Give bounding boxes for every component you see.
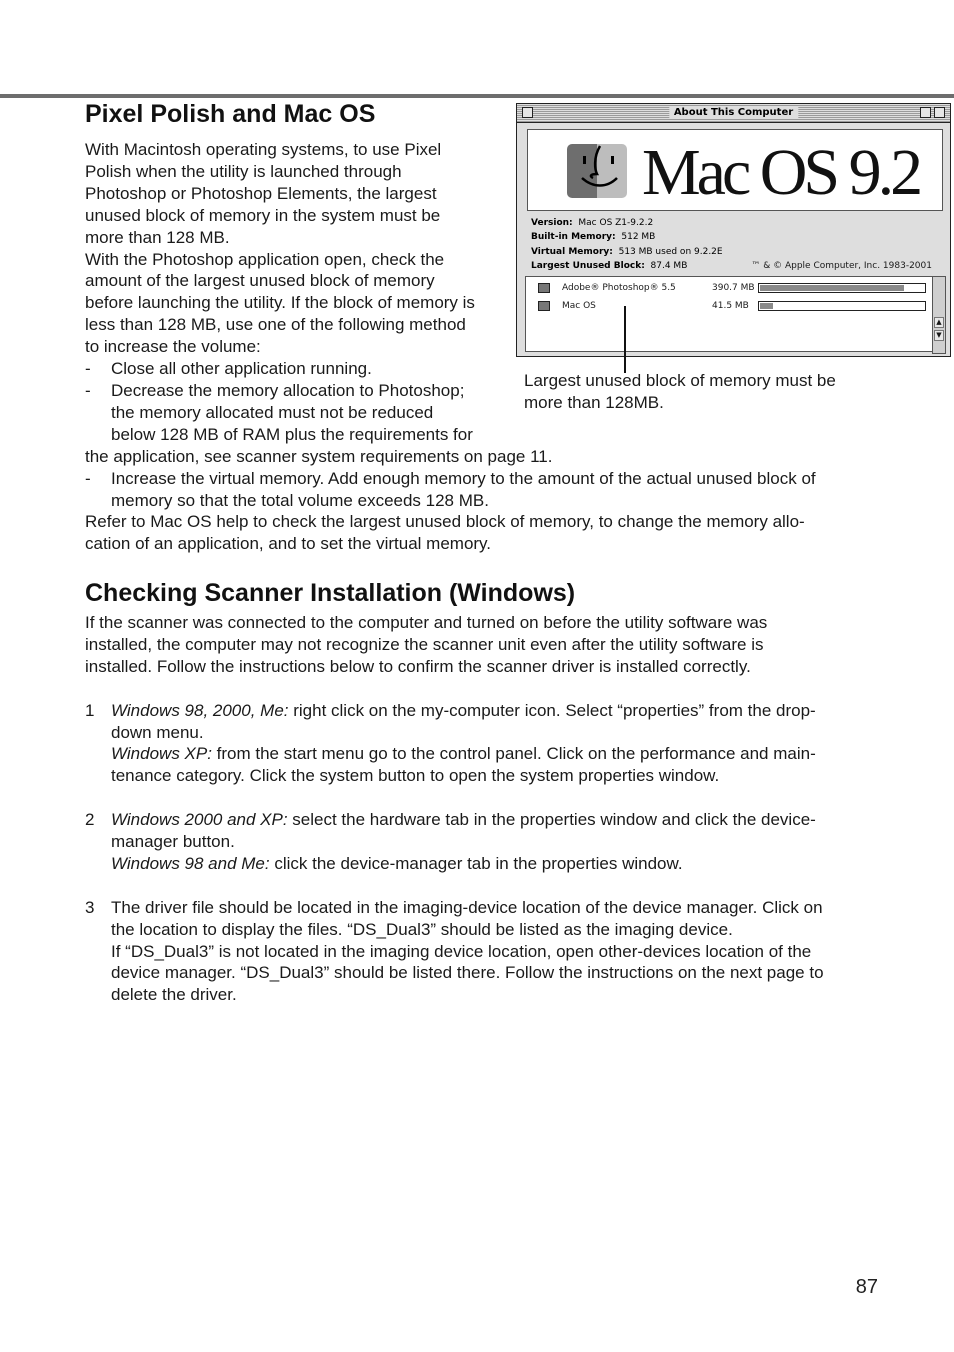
step-text: delete the driver. — [111, 985, 237, 1005]
step-text: click the device-manager tab in the properties window. — [269, 853, 683, 873]
caption-line: more than 128MB. — [524, 393, 664, 412]
step-2 — [85, 809, 885, 875]
app-size: 41.5 MB — [712, 301, 749, 311]
vertical-scrollbar[interactable] — [932, 276, 946, 354]
step-text: tenance category. Click the system button to open the system properties window. — [111, 766, 720, 786]
bullet-line: memory so that the total volume exceeds 128 MB. — [111, 490, 489, 510]
builtin-memory-row: Built-in Memory: 512 MB — [531, 232, 656, 242]
os-label: Windows 2000 and XP: — [111, 810, 288, 830]
about-this-computer-window — [516, 103, 951, 357]
step-text: manager button. — [111, 832, 235, 852]
step-text: If “DS_Dual3” is not located in the imaging device location, open other-devices location of the — [111, 941, 812, 961]
windows-intro-line: installed. Follow the instructions below to confirm the scanner driver is installed correctly. — [85, 656, 751, 676]
windows-intro-line: installed, the computer may not recognize the scanner unit even after the utility software is — [85, 634, 764, 654]
mac-intro-line: With the Photoshop application open, check the — [85, 249, 445, 269]
os-label: Windows XP: — [111, 744, 212, 764]
bullet-line: the memory allocated must not be reduced — [111, 402, 434, 422]
collapse-box-icon — [934, 107, 945, 118]
step-1 — [85, 700, 885, 788]
mac-intro-line: With Macintosh operating systems, to use Pixel — [85, 140, 442, 159]
scroll-down-arrow-icon[interactable]: ▼ — [934, 330, 944, 341]
apple-copyright: ™ & © Apple Computer, Inc. 1983-2001 — [751, 261, 932, 271]
virtual-memory-row: Virtual Memory: 513 MB used on 9.2.2E — [531, 247, 723, 257]
app-row-photoshop[interactable] — [526, 280, 933, 296]
step-number: 1 — [85, 700, 95, 720]
macos-banner — [527, 129, 943, 211]
bullet-line: Increase the virtual memory. Add enough memory to the amount of the actual unused block of — [111, 468, 816, 488]
app-memory-bar — [758, 283, 926, 293]
macos-version-logo: Mac OS 9.2 — [642, 136, 920, 209]
app-row-macos[interactable] — [526, 298, 933, 314]
largest-block-row: Largest Unused Block: 87.4 MB — [531, 261, 688, 271]
bullet-line: Decrease the memory allocation to Photoshop; — [111, 380, 465, 400]
app-memory-list — [525, 276, 934, 352]
step-number: 2 — [85, 810, 95, 830]
app-name: Adobe® Photoshop® 5.5 — [562, 283, 676, 293]
mac-outro-line: Refer to Mac OS help to check the largest unused block of memory, to change the memory allo- — [85, 512, 805, 532]
os-label: Windows 98 and Me: — [111, 853, 270, 873]
top-rule — [0, 94, 954, 98]
callout-pointer-line — [624, 306, 626, 373]
step-text: the location to display the files. “DS_Dual3” should be listed as the imaging device. — [111, 919, 733, 939]
os-label: Windows 98, 2000, Me: — [111, 700, 289, 720]
mac-intro-line: before launching the utility. If the block of memory is — [85, 293, 475, 313]
caption-line: Largest unused block of memory must be — [524, 371, 836, 390]
page-number: 87 — [855, 1276, 878, 1298]
spacer — [85, 678, 885, 700]
step-3 — [85, 897, 885, 1007]
mac-intro-line: Photoshop or Photoshop Elements, the largest — [85, 183, 437, 203]
bullet-continuation: the application, see scanner system requirements on page 11. — [85, 446, 553, 466]
mac-intro-line: unused block of memory in the system must be — [85, 205, 441, 225]
version-row: Version: Mac OS Z1-9.2.2 — [531, 218, 654, 228]
app-size: 390.7 MB — [712, 283, 755, 293]
close-box-icon — [522, 107, 533, 118]
section-heading-mac: Pixel Polish and Mac OS — [85, 100, 376, 128]
bullet-dash: - — [85, 359, 91, 379]
bullet-virtual-memory — [85, 468, 885, 512]
mac-outro-line: cation of an application, and to set the virtual memory. — [85, 534, 492, 554]
step-text: down menu. — [111, 722, 204, 742]
photoshop-app-icon — [538, 283, 550, 293]
window-title: About This Computer — [669, 107, 798, 119]
screenshot-caption — [524, 370, 836, 414]
bullet-line: below 128 MB of RAM plus the requirements for — [111, 424, 473, 444]
step-text: select the hardware tab in the properties window and click the device- — [287, 810, 816, 830]
bullet-dash: - — [85, 380, 91, 400]
mac-finder-face-icon — [567, 144, 627, 198]
step-text: The driver file should be located in the imaging-device location of the device manager. Click on — [111, 897, 823, 917]
mac-intro-line: more than 128 MB. — [85, 227, 230, 247]
step-number: 3 — [85, 897, 95, 917]
windows-body — [85, 612, 885, 1028]
window-titlebar — [517, 104, 950, 123]
zoom-box-icon — [920, 107, 931, 118]
bullet-dash: - — [85, 468, 91, 488]
bullet-line: Close all other application running. — [111, 359, 372, 379]
mac-intro-line: to increase the volume: — [85, 337, 261, 357]
mac-intro-line: amount of the largest unused block of memory — [85, 271, 435, 291]
scroll-up-arrow-icon[interactable]: ▲ — [934, 317, 944, 328]
step-text: from the start menu go to the control panel. Click on the performance and main- — [211, 744, 816, 764]
app-memory-bar — [758, 301, 926, 311]
macos-app-icon — [538, 301, 550, 311]
windows-intro-line: If the scanner was connected to the computer and turned on before the utility software was — [85, 613, 768, 632]
mac-intro-line: less than 128 MB, use one of the following method — [85, 315, 466, 335]
step-text: device manager. “DS_Dual3” should be listed there. Follow the instructions on the next page to — [111, 963, 824, 983]
mac-intro-line: Polish when the utility is launched through — [85, 161, 402, 181]
section-heading-windows: Checking Scanner Installation (Windows) — [85, 579, 576, 607]
step-text: right click on the my-computer icon. Select “properties” from the drop- — [288, 700, 816, 720]
app-name: Mac OS — [562, 301, 596, 311]
